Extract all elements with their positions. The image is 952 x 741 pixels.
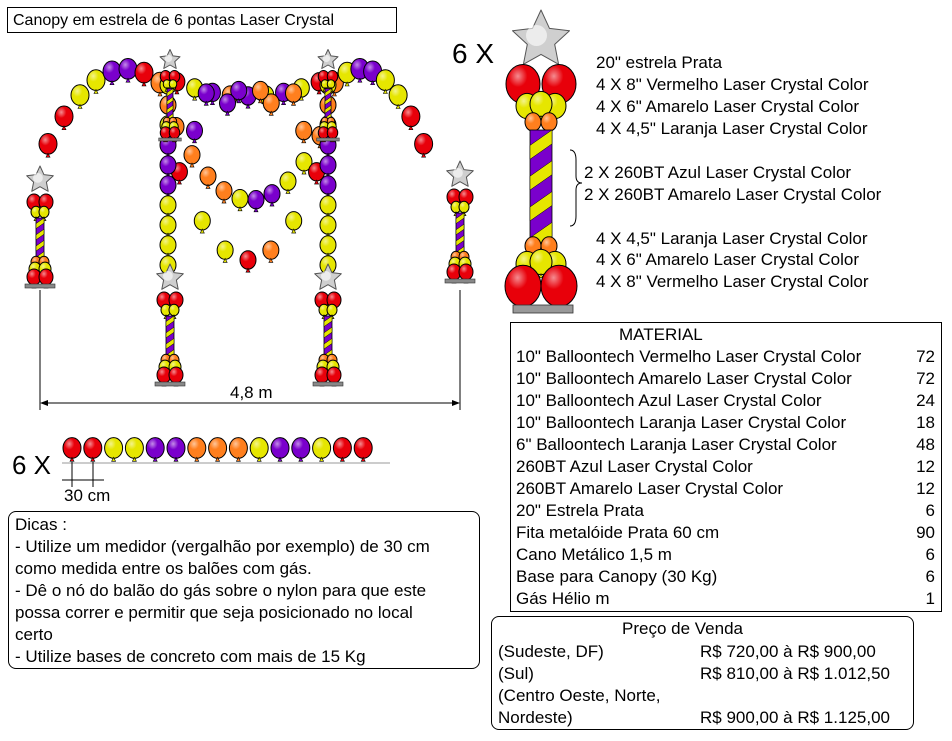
- balloon-shine: [169, 127, 180, 139]
- post-base: [155, 382, 185, 386]
- balloon-shine: [220, 94, 236, 112]
- balloon-shine: [169, 367, 183, 383]
- material-row: [516, 347, 935, 369]
- tips-line: - Dê o nó do balão do gás sobre o nylon para que este: [15, 581, 427, 600]
- balloon-shine: [459, 201, 469, 213]
- balloon-shine: [327, 367, 341, 383]
- balloon-shine: [415, 134, 433, 155]
- material-item: 10" Balloontech Amarelo Laser Crystal Color: [516, 369, 852, 388]
- balloon-shine: [253, 81, 269, 99]
- label-bottom-orange: 4 X 4,5" Laranja Laser Crystal Color: [596, 229, 868, 248]
- balloon-shine: [320, 196, 336, 214]
- balloon-shine: [198, 84, 214, 102]
- material-item: 260BT Amarelo Laser Crystal Color: [516, 479, 784, 498]
- balloon-shine: [354, 438, 372, 459]
- balloon-shine: [541, 113, 557, 131]
- balloon-shine: [184, 146, 200, 164]
- tips-line: certo: [15, 625, 53, 644]
- label-260-blue: 2 X 260BT Azul Laser Crystal Color: [584, 163, 852, 182]
- balloon-shine: [188, 438, 206, 459]
- balloon-shine: [39, 206, 49, 218]
- balloon-shine: [280, 172, 296, 190]
- material-qty: 72: [916, 369, 935, 388]
- balloon-shine: [320, 216, 336, 234]
- star-shine: [165, 55, 172, 62]
- balloon-shine: [541, 265, 577, 306]
- material-item: 10" Balloontech Laranja Laser Crystal Color: [516, 413, 847, 432]
- price-value: R$ 900,00 à R$ 1.125,00: [700, 708, 890, 727]
- material-qty: 12: [916, 479, 935, 498]
- balloon-shine: [313, 438, 331, 459]
- balloon-shine: [217, 241, 233, 259]
- balloon-shine: [84, 438, 102, 459]
- balloon-shine: [119, 59, 137, 80]
- balloon-shine: [229, 438, 247, 459]
- balloon-shine: [216, 182, 232, 200]
- balloon-shine: [55, 106, 73, 127]
- material-qty: 90: [916, 523, 935, 542]
- label-bottom-red: 4 X 8" Vermelho Laser Crystal Color: [596, 272, 869, 291]
- material-row: [516, 567, 935, 589]
- material-item: Base para Canopy (30 Kg): [516, 567, 718, 586]
- star-shine: [526, 25, 547, 46]
- balloon-shine: [160, 196, 176, 214]
- balloon-shine: [125, 438, 143, 459]
- balloon-shine: [135, 62, 153, 83]
- tips-box: [8, 511, 480, 669]
- post-base: [445, 279, 475, 283]
- balloon-shine: [402, 106, 420, 127]
- price-region: (Sul): [498, 664, 534, 683]
- balloon-shine: [39, 134, 57, 155]
- material-item: Gás Hélio m: [516, 589, 610, 608]
- balloon-shine: [263, 241, 279, 259]
- balloon-shine: [209, 438, 227, 459]
- diagram-title: Canopy em estrela de 6 pontas Laser Crystal: [7, 7, 397, 33]
- price-region: (Centro Oeste, Norte,: [498, 686, 661, 705]
- material-row: [516, 435, 935, 457]
- balloon-shine: [169, 304, 179, 316]
- column-base: [513, 305, 573, 313]
- balloon-shine: [160, 156, 176, 174]
- material-item: 20" Estrela Prata: [516, 501, 644, 520]
- material-row: [516, 413, 935, 435]
- material-qty: 6: [925, 501, 935, 520]
- balloon-shine: [187, 121, 203, 139]
- balloon-shine: [505, 265, 541, 306]
- balloon-shine: [103, 61, 121, 82]
- balloon-shine: [146, 438, 164, 459]
- label-top-red: 4 X 8" Vermelho Laser Crystal Color: [596, 75, 869, 94]
- tips-line: - Utilize um medidor (vergalhão por exemplo) de 30 cm: [15, 537, 430, 556]
- star-shine: [163, 271, 173, 281]
- price-row: [498, 664, 909, 684]
- post-base: [159, 138, 182, 141]
- balloon-shine: [459, 264, 473, 280]
- balloon-shine: [327, 304, 337, 316]
- material-row: [516, 545, 935, 567]
- material-row: [516, 589, 935, 611]
- material-item: Cano Metálico 1,5 m: [516, 545, 672, 564]
- bracket: [570, 150, 582, 226]
- price-row: [498, 686, 909, 706]
- balloon-shine: [105, 438, 123, 459]
- material-title: MATERIAL: [619, 325, 703, 344]
- star-shine: [453, 168, 463, 178]
- material-item: 6" Balloontech Laranja Laser Crystal Color: [516, 435, 837, 454]
- price-region: (Sudeste, DF): [498, 642, 604, 661]
- material-qty: 18: [916, 413, 935, 432]
- balloon-shine: [71, 85, 89, 106]
- tips-line: - Utilize bases de concreto com mais de 15 Kg: [15, 647, 366, 666]
- balloon-shine: [160, 236, 176, 254]
- material-qty: 6: [925, 567, 935, 586]
- tips-title: Dicas :: [15, 515, 67, 534]
- spacing-dimension: [62, 462, 104, 487]
- balloon-shine: [389, 85, 407, 106]
- garland-multiplier: 6 X: [12, 450, 52, 480]
- material-qty: 48: [916, 435, 935, 454]
- balloon-shine: [160, 216, 176, 234]
- material-qty: 6: [925, 545, 935, 564]
- price-row: [498, 708, 909, 728]
- star-shine: [321, 271, 331, 281]
- balloon-shine: [286, 212, 302, 230]
- label-top-yellow: 4 X 6" Amarelo Laser Crystal Color: [596, 97, 860, 116]
- balloon-shine: [292, 438, 310, 459]
- balloon-shine: [333, 438, 351, 459]
- balloon-shine: [63, 438, 81, 459]
- balloon-shine: [327, 127, 338, 139]
- balloon-shine: [320, 236, 336, 254]
- label-260-yellow: 2 X 260BT Amarelo Laser Crystal Color: [584, 185, 882, 204]
- width-label: 4,8 m: [230, 383, 273, 402]
- material-item: 10" Balloontech Azul Laser Crystal Color: [516, 391, 822, 410]
- post-base: [313, 382, 343, 386]
- spacing-label: 30 cm: [64, 486, 111, 505]
- material-table: [510, 322, 942, 612]
- material-row: [516, 501, 935, 523]
- material-qty: 12: [916, 457, 935, 476]
- balloon-shine: [320, 176, 336, 194]
- tips-line: como medida entre os balões com gás.: [15, 559, 312, 578]
- price-title: Preço de Venda: [622, 619, 743, 638]
- price-row: [498, 642, 909, 662]
- label-bottom-yellow: 4 X 6" Amarelo Laser Crystal Color: [596, 250, 860, 269]
- balloon-shine: [264, 185, 280, 203]
- balloon-shine: [160, 176, 176, 194]
- price-value: R$ 810,00 à R$ 1.012,50: [700, 664, 890, 683]
- material-item: Fita metalóide Prata 60 cm: [516, 523, 720, 542]
- balloon-shine: [232, 189, 248, 207]
- material-qty: 1: [925, 589, 935, 608]
- post-base: [25, 284, 55, 288]
- material-row: [516, 391, 935, 413]
- price-value: R$ 720,00 à R$ 900,00: [700, 642, 876, 661]
- material-row: [516, 523, 935, 545]
- balloon-shine: [286, 84, 302, 102]
- price-region: Nordeste): [498, 708, 573, 727]
- star-shine: [323, 55, 330, 62]
- column-multiplier: 6 X: [452, 38, 495, 69]
- label-star: 20" estrela Prata: [596, 53, 723, 72]
- price-box: [491, 616, 914, 730]
- tips-line: possa correr e permitir que seja posicionado no local: [15, 603, 413, 622]
- balloon-shine: [296, 121, 312, 139]
- balloon-shine: [250, 438, 268, 459]
- balloon-shine: [240, 251, 256, 269]
- balloon-shine: [87, 70, 105, 91]
- balloon-shine: [525, 113, 541, 131]
- material-item: 260BT Azul Laser Crystal Color: [516, 457, 753, 476]
- balloon-shine: [194, 212, 210, 230]
- material-row: [516, 369, 935, 391]
- material-row: [516, 479, 935, 501]
- balloon-shine: [271, 438, 289, 459]
- material-qty: 72: [916, 347, 935, 366]
- star-shine: [33, 173, 43, 183]
- balloon-shine: [167, 438, 185, 459]
- material-item: 10" Balloontech Vermelho Laser Crystal Color: [516, 347, 862, 366]
- material-row: [516, 457, 935, 479]
- balloon-shine: [39, 269, 53, 285]
- label-top-orange: 4 X 4,5" Laranja Laser Crystal Color: [596, 119, 868, 138]
- balloon-shine: [200, 167, 216, 185]
- balloon-shine: [248, 190, 264, 208]
- post-base: [317, 138, 340, 141]
- material-qty: 24: [916, 391, 935, 410]
- balloon-shine: [320, 156, 336, 174]
